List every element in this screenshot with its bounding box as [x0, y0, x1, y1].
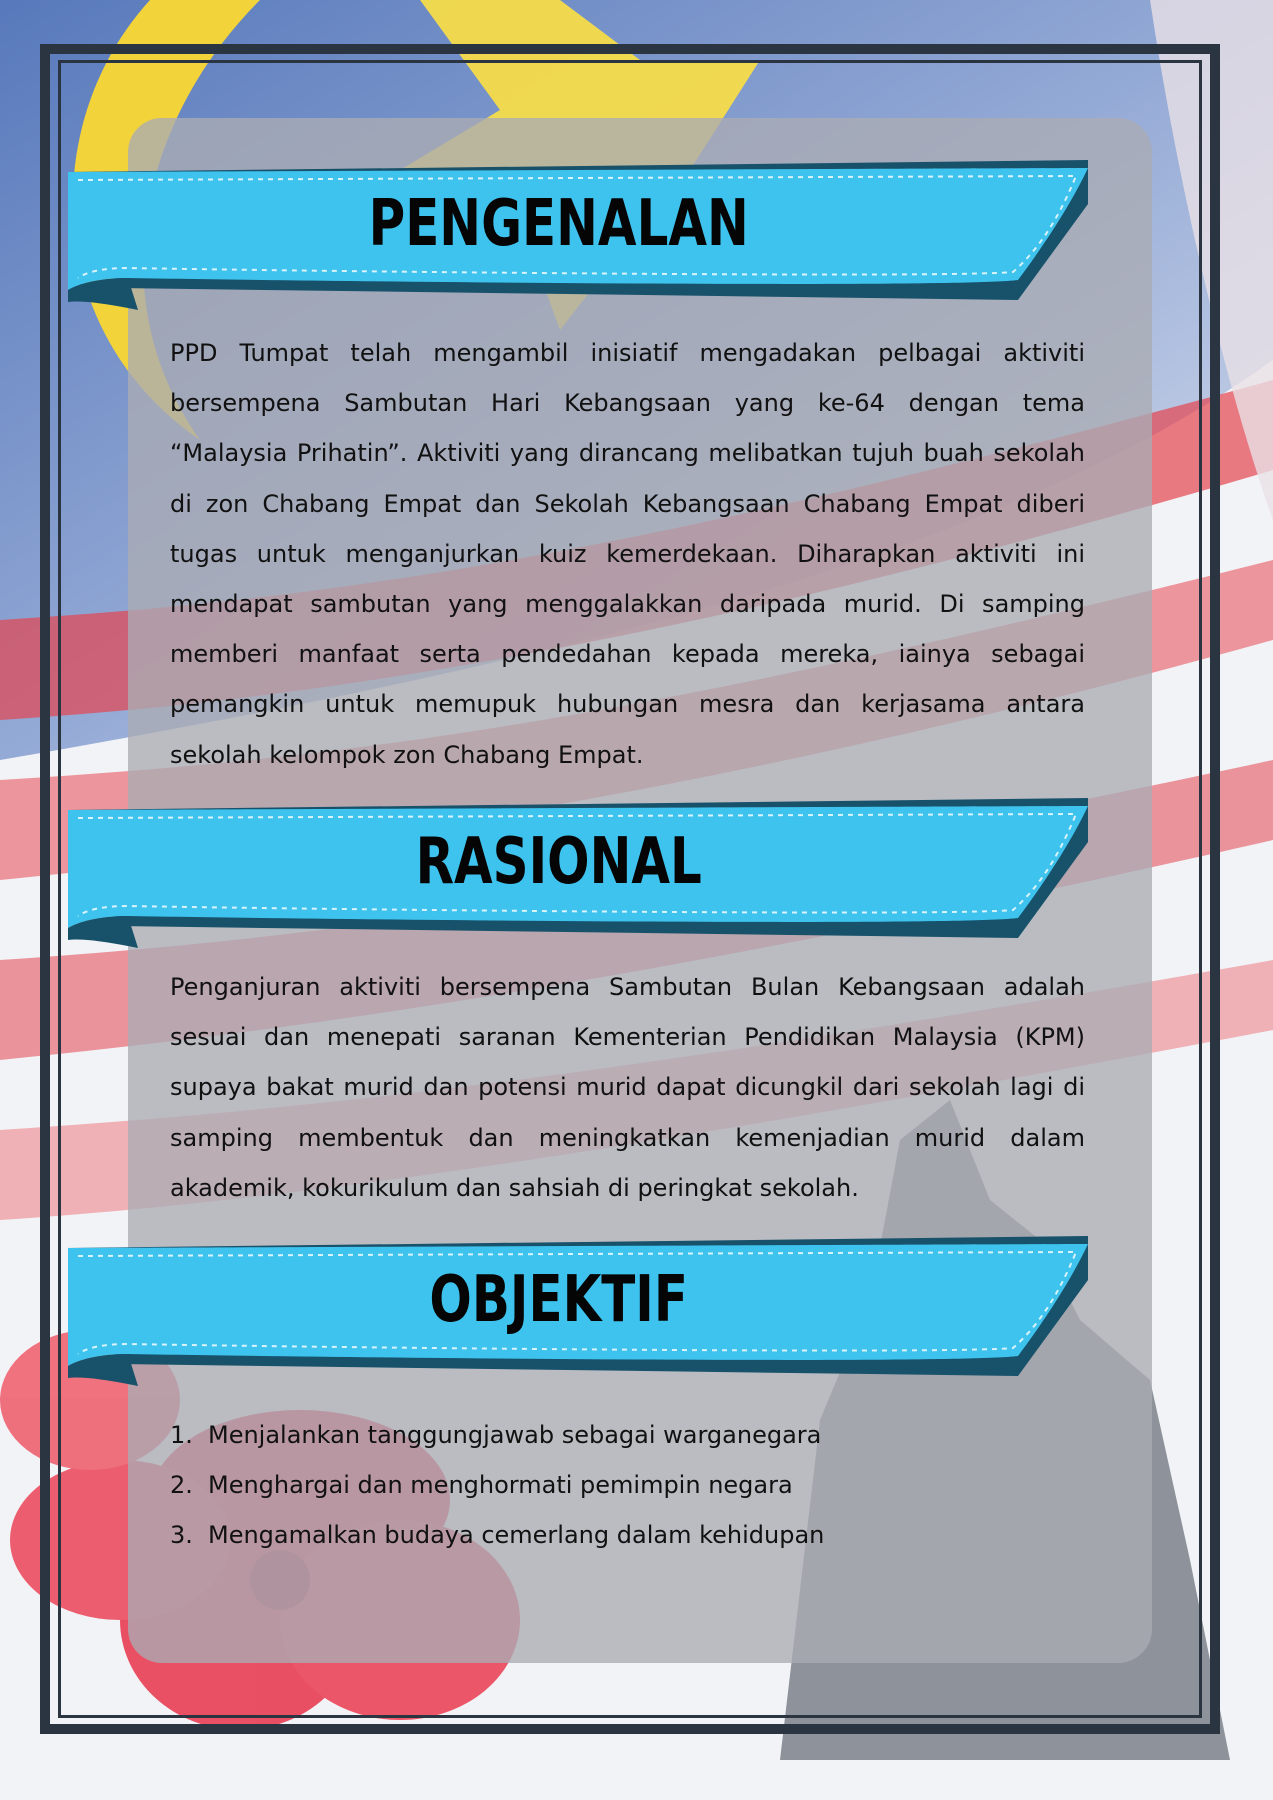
list-item-number: 3.	[170, 1521, 193, 1549]
pengenalan-paragraph: PPD Tumpat telah mengambil inisiatif mengadakan pelbagai aktiviti bersempena Sambutan Hari Kebangsaan yang ke-64 dengan tema “Malaysia Prihatin”. Aktiviti yang dirancang melibatkan tujuh buah sekolah di zon Chabang Empat dan Sekolah Kebangsaan Chabang Empat diberi tugas untuk menganjurkan kuiz kemerdekaan. Diharapkan aktiviti ini mendapat sambutan yang menggalakkan daripada murid. Di samping memberi manfaat serta pendedahan kepada mereka, iainya sebagai pemangkin untuk memupuk hubungan mesra dan kerjasama antara sekolah kelompok zon Chabang Empat.	[170, 339, 1085, 769]
list-item-number: 2.	[170, 1471, 193, 1499]
list-item	[170, 1510, 1070, 1560]
list-item-text: Menjalankan tanggungjawab sebagai warganegara	[208, 1421, 822, 1449]
list-item	[170, 1410, 1070, 1460]
list-item-text: Menghargai dan menghormati pemimpin negara	[208, 1471, 793, 1499]
rasional-paragraph: Penganjuran aktiviti bersempena Sambutan Bulan Kebangsaan adalah sesuai dan menepati saranan Kementerian Pendidikan Malaysia (KPM) supaya bakat murid dan potensi murid dapat dicungkil dari sekolah lagi di samping membentuk dan meningkatkan kemenjadian murid dalam akademik, kokurikulum dan sahsiah di peringkat sekolah.	[170, 973, 1085, 1202]
section-title-pengenalan: PENGENALAN	[368, 187, 749, 261]
ribbon-banner-objektif	[58, 1236, 1088, 1396]
list-item	[170, 1460, 1070, 1510]
ribbon-banner-rasional	[58, 798, 1088, 958]
section-title-rasional: RASIONAL	[415, 825, 702, 899]
section-title-objektif: OBJEKTIF	[429, 1263, 688, 1337]
objective-list	[170, 1410, 1070, 1560]
list-item-number: 1.	[170, 1421, 193, 1449]
ribbon-banner-pengenalan	[58, 160, 1088, 320]
list-item-text: Mengamalkan budaya cemerlang dalam kehidupan	[208, 1521, 825, 1549]
